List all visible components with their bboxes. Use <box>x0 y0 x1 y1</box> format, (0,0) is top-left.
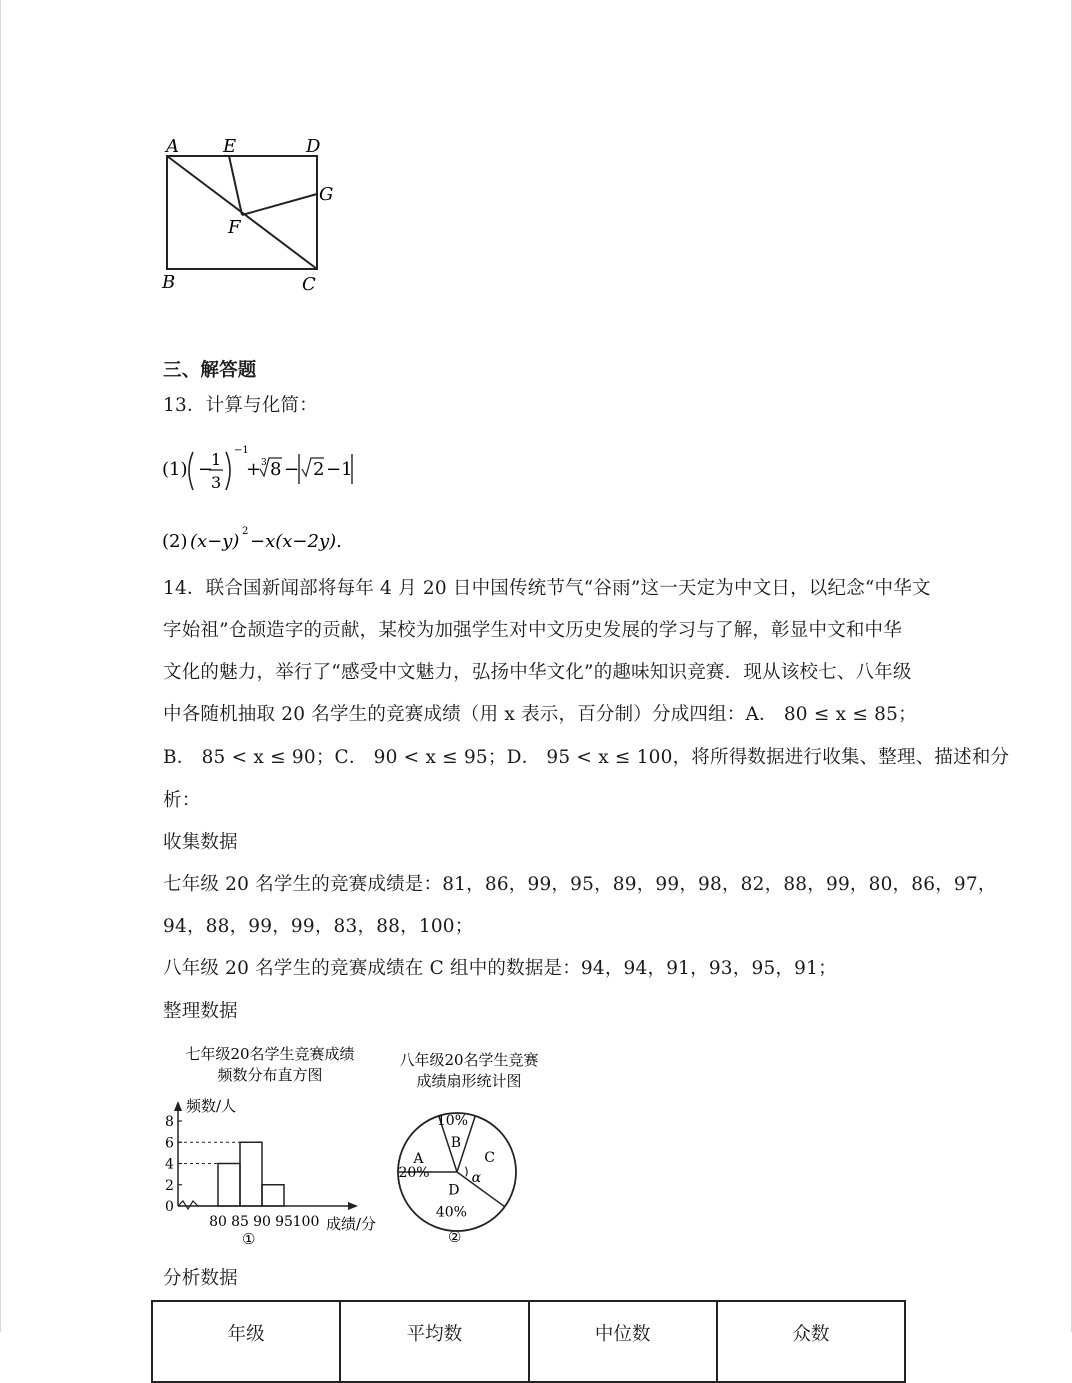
table-header-cell: 年级 <box>152 1301 340 1382</box>
table-header-cell: 众数 <box>717 1301 905 1382</box>
right-paren <box>226 452 230 490</box>
q14-line-1: 14．联合国新闻部将每年 4 月 20 日中国传统节气“谷雨”这一天定为中文日，以纪念“中华文 <box>163 578 931 599</box>
minus-sign: − <box>198 459 214 480</box>
abs-sqrt-radicand: 2 <box>313 459 325 480</box>
label-e: E <box>223 136 237 157</box>
label-f: F <box>228 217 241 238</box>
q14-line-2: 字始祖”仓颉造字的贡献，某校为加强学生对中文历史发展的学习与了解，彰显中文和中华 <box>163 620 902 641</box>
histogram-x-arrow <box>348 1202 358 1210</box>
histogram-x-tick-label: 100 <box>292 1214 320 1230</box>
alpha-angle-arc <box>465 1167 467 1177</box>
alpha-angle-label: α <box>471 1170 482 1187</box>
minus-sign-2: − <box>284 459 300 480</box>
q13-part1-formula <box>160 440 380 500</box>
q14-line-6: 析： <box>163 790 201 811</box>
histogram-caption: ① <box>242 1230 256 1248</box>
label-c: C <box>302 274 316 295</box>
histogram-axis-break <box>178 1201 218 1209</box>
histogram-y-tick-label: 0 <box>165 1199 174 1215</box>
table-header-row <box>152 1301 905 1382</box>
page-border-left <box>0 0 1 1332</box>
q13-part2-expr-b: −x(x−2y). <box>250 531 342 552</box>
organize-data-heading: 整理数据 <box>163 1001 238 1022</box>
histogram-title-line-1: 七年级20名学生竞赛成绩 <box>185 1045 355 1063</box>
table-header-cell: 平均数 <box>340 1301 528 1382</box>
pie-slice-label: A <box>413 1150 424 1167</box>
section-heading: 三、解答题 <box>163 360 257 381</box>
q13-part1-label: (1) <box>162 459 188 480</box>
radicand: 8 <box>270 459 282 480</box>
q13-part2-square: 2 <box>242 526 249 537</box>
histogram-y-tick-label: 4 <box>165 1156 174 1173</box>
histogram-title-line-2: 频数分布直方图 <box>217 1066 323 1084</box>
q14-line-3: 文化的魅力，举行了“感受中文魅力，弘扬中华文化”的趣味知识竞赛．现从该校七、八年级 <box>163 662 912 683</box>
histogram-x-tick-label: 90 <box>253 1214 271 1230</box>
histogram-bar <box>218 1164 240 1207</box>
grade7-data-line-1: 七年级 20 名学生的竞赛成绩是：81，86，99，95，89，99，98，82，88，99，80，86，97， <box>163 874 997 895</box>
pie-title-line-2: 成绩扇形统计图 <box>416 1072 522 1090</box>
histogram-y-tick-label: 8 <box>165 1114 174 1130</box>
pie-chart <box>385 1040 565 1255</box>
pie-slice-label: C <box>484 1149 495 1166</box>
label-g: G <box>319 184 334 205</box>
pie-title-line-1: 八年级20名学生竞赛 <box>399 1051 539 1069</box>
abs-rest: −1 <box>326 459 353 480</box>
q14-line-5: B． 85 < x ≤ 90；C． 90 < x ≤ 95；D． 95 < x ≤ 100，将所得数据进行收集、整理、描述和分 <box>163 747 1010 768</box>
histogram-y-label: 频数/人 <box>186 1097 237 1115</box>
histogram-y-arrow <box>174 1101 182 1111</box>
plus-sign: + <box>246 459 262 480</box>
histogram-bar <box>240 1142 262 1206</box>
histogram-y-tick-label: 6 <box>165 1135 174 1152</box>
fraction-denominator: 3 <box>211 473 222 492</box>
segment-fg <box>242 194 317 215</box>
histogram-bar <box>262 1185 284 1206</box>
histogram-x-tick-label: 95 <box>275 1214 293 1230</box>
grade7-data-line-2: 94，88，99，99，83，88，100； <box>163 916 474 937</box>
q13-part2-expr-a: (x−y) <box>190 531 240 552</box>
root-index: 3 <box>261 458 267 468</box>
histogram-y-tick-label: 2 <box>165 1177 174 1194</box>
left-paren <box>189 452 193 490</box>
label-d: D <box>306 136 321 157</box>
q13-stem: 13．计算与化简： <box>163 395 318 416</box>
q13-part2-label: (2) <box>162 531 188 552</box>
histogram-x-label: 成绩/分 <box>326 1215 377 1233</box>
analysis-table <box>151 1300 906 1383</box>
label-b: B <box>162 272 176 293</box>
q14-line-4: 中各随机抽取 20 名学生的竞赛成绩（用 x 表示，百分制）分成四组：A． 80 ≤ x ≤ 85； <box>163 704 917 725</box>
collect-data-heading: 收集数据 <box>163 832 238 853</box>
label-a: A <box>166 136 179 157</box>
exponent: −1 <box>234 445 249 456</box>
histogram-chart <box>150 1036 395 1256</box>
q13-part2-formula <box>160 522 380 558</box>
pie-caption: ② <box>448 1228 462 1246</box>
pie-slice-percent: 40% <box>435 1204 467 1221</box>
histogram-x-tick-label: 80 <box>209 1214 227 1230</box>
analyze-data-heading: 分析数据 <box>163 1268 238 1289</box>
pie-slice-label: B <box>450 1135 462 1152</box>
histogram-x-tick-label: 85 <box>231 1214 249 1230</box>
table-header-cell: 中位数 <box>529 1301 717 1382</box>
segment-ef <box>229 156 242 215</box>
pie-slice-percent: 20% <box>398 1165 430 1181</box>
rectangle-geometry-figure <box>150 130 350 300</box>
fraction-numerator: 1 <box>211 450 222 469</box>
pie-slice-label: D <box>448 1182 460 1199</box>
grade8-c-data: 八年级 20 名学生的竞赛成绩在 C 组中的数据是：94，94，91，93，95，91； <box>163 958 837 979</box>
pie-slice-percent: 10% <box>436 1113 469 1130</box>
